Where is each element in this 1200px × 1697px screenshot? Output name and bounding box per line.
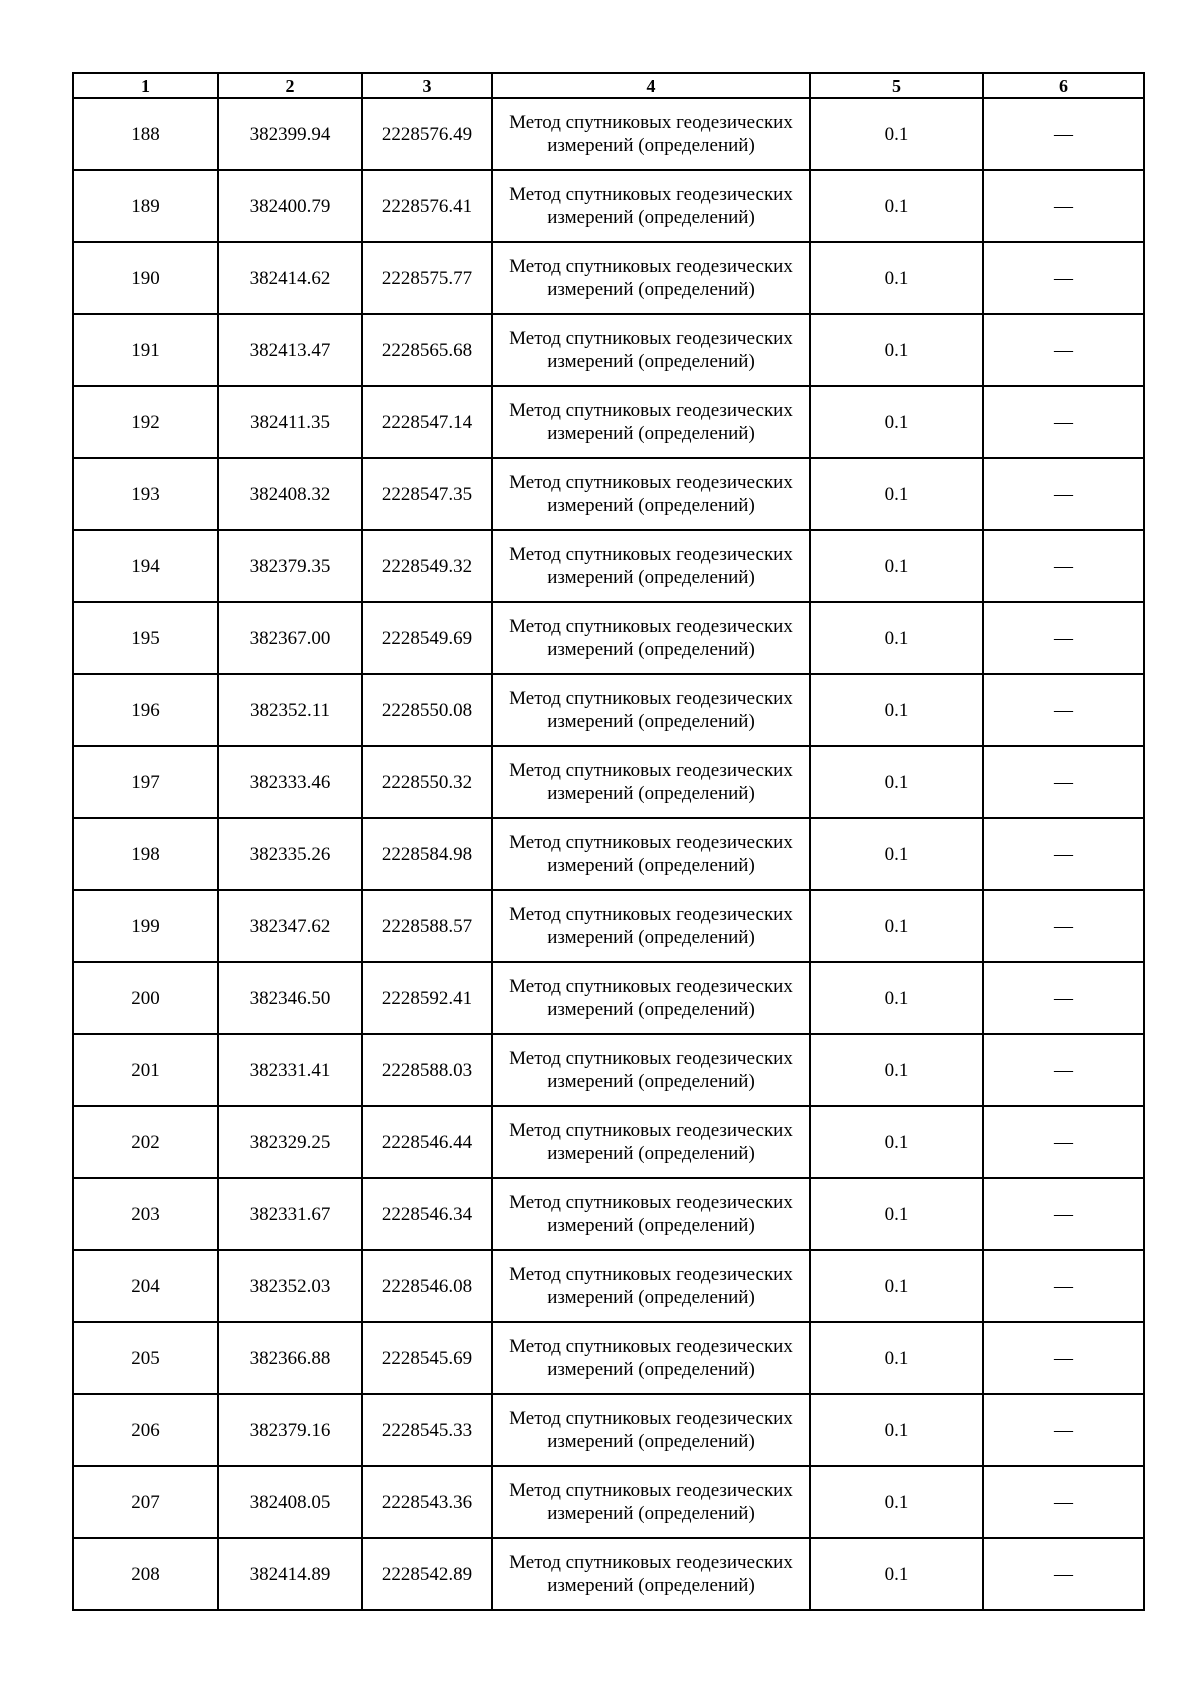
accuracy-cell: 0.1: [810, 1250, 983, 1322]
note-cell: —: [983, 98, 1144, 170]
table-row: [73, 602, 1144, 674]
method-cell: Метод спутниковых геодезических измерений (определений): [492, 746, 810, 818]
accuracy-cell: 0.1: [810, 962, 983, 1034]
accuracy-cell: 0.1: [810, 1178, 983, 1250]
x-coordinate-cell: 382379.16: [218, 1394, 362, 1466]
accuracy-cell: 0.1: [810, 98, 983, 170]
table-row: [73, 242, 1144, 314]
y-coordinate-cell: 2228546.34: [362, 1178, 492, 1250]
y-coordinate-cell: 2228546.08: [362, 1250, 492, 1322]
note-cell: —: [983, 314, 1144, 386]
point-number-cell: 193: [73, 458, 218, 530]
x-coordinate-cell: 382331.67: [218, 1178, 362, 1250]
note-cell: —: [983, 1322, 1144, 1394]
y-coordinate-cell: 2228549.69: [362, 602, 492, 674]
y-coordinate-cell: 2228543.36: [362, 1466, 492, 1538]
method-cell: Метод спутниковых геодезических измерений (определений): [492, 314, 810, 386]
method-cell: Метод спутниковых геодезических измерений (определений): [492, 1106, 810, 1178]
accuracy-cell: 0.1: [810, 242, 983, 314]
column-header-2: 2: [218, 73, 362, 98]
column-header-1: 1: [73, 73, 218, 98]
accuracy-cell: 0.1: [810, 1538, 983, 1610]
method-cell: Метод спутниковых геодезических измерений (определений): [492, 1178, 810, 1250]
table-row: [73, 746, 1144, 818]
note-cell: —: [983, 170, 1144, 242]
point-number-cell: 194: [73, 530, 218, 602]
method-cell: Метод спутниковых геодезических измерений (определений): [492, 530, 810, 602]
table-row: [73, 98, 1144, 170]
table-row: [73, 1106, 1144, 1178]
table-row: [73, 818, 1144, 890]
table-row: [73, 1394, 1144, 1466]
method-cell: Метод спутниковых геодезических измерений (определений): [492, 458, 810, 530]
table-header-row: [73, 73, 1144, 98]
point-number-cell: 205: [73, 1322, 218, 1394]
note-cell: —: [983, 386, 1144, 458]
accuracy-cell: 0.1: [810, 170, 983, 242]
accuracy-cell: 0.1: [810, 890, 983, 962]
method-cell: Метод спутниковых геодезических измерений (определений): [492, 602, 810, 674]
table-row: [73, 1538, 1144, 1610]
point-number-cell: 189: [73, 170, 218, 242]
x-coordinate-cell: 382352.03: [218, 1250, 362, 1322]
x-coordinate-cell: 382367.00: [218, 602, 362, 674]
coordinates-table-container: [72, 72, 1143, 1611]
y-coordinate-cell: 2228549.32: [362, 530, 492, 602]
accuracy-cell: 0.1: [810, 674, 983, 746]
method-cell: Метод спутниковых геодезических измерений (определений): [492, 674, 810, 746]
note-cell: —: [983, 674, 1144, 746]
accuracy-cell: 0.1: [810, 1322, 983, 1394]
accuracy-cell: 0.1: [810, 1466, 983, 1538]
method-cell: Метод спутниковых геодезических измерений (определений): [492, 98, 810, 170]
method-cell: Метод спутниковых геодезических измерений (определений): [492, 962, 810, 1034]
note-cell: —: [983, 602, 1144, 674]
accuracy-cell: 0.1: [810, 746, 983, 818]
y-coordinate-cell: 2228576.49: [362, 98, 492, 170]
accuracy-cell: 0.1: [810, 530, 983, 602]
method-cell: Метод спутниковых геодезических измерений (определений): [492, 890, 810, 962]
column-header-3: 3: [362, 73, 492, 98]
y-coordinate-cell: 2228550.32: [362, 746, 492, 818]
x-coordinate-cell: 382352.11: [218, 674, 362, 746]
point-number-cell: 191: [73, 314, 218, 386]
table-row: [73, 1034, 1144, 1106]
method-cell: Метод спутниковых геодезических измерений (определений): [492, 386, 810, 458]
point-number-cell: 199: [73, 890, 218, 962]
column-header-4: 4: [492, 73, 810, 98]
note-cell: —: [983, 818, 1144, 890]
x-coordinate-cell: 382414.89: [218, 1538, 362, 1610]
x-coordinate-cell: 382329.25: [218, 1106, 362, 1178]
coordinates-table: [72, 72, 1145, 1611]
note-cell: —: [983, 890, 1144, 962]
x-coordinate-cell: 382399.94: [218, 98, 362, 170]
method-cell: Метод спутниковых геодезических измерений (определений): [492, 242, 810, 314]
method-cell: Метод спутниковых геодезических измерений (определений): [492, 1394, 810, 1466]
x-coordinate-cell: 382379.35: [218, 530, 362, 602]
accuracy-cell: 0.1: [810, 602, 983, 674]
note-cell: —: [983, 962, 1144, 1034]
y-coordinate-cell: 2228550.08: [362, 674, 492, 746]
point-number-cell: 207: [73, 1466, 218, 1538]
y-coordinate-cell: 2228546.44: [362, 1106, 492, 1178]
method-cell: Метод спутниковых геодезических измерений (определений): [492, 1034, 810, 1106]
x-coordinate-cell: 382413.47: [218, 314, 362, 386]
column-header-5: 5: [810, 73, 983, 98]
table-body: [73, 98, 1144, 1610]
point-number-cell: 190: [73, 242, 218, 314]
note-cell: —: [983, 242, 1144, 314]
y-coordinate-cell: 2228584.98: [362, 818, 492, 890]
x-coordinate-cell: 382408.32: [218, 458, 362, 530]
y-coordinate-cell: 2228547.35: [362, 458, 492, 530]
point-number-cell: 201: [73, 1034, 218, 1106]
method-cell: Метод спутниковых геодезических измерений (определений): [492, 1538, 810, 1610]
point-number-cell: 197: [73, 746, 218, 818]
table-row: [73, 890, 1144, 962]
table-row: [73, 1178, 1144, 1250]
point-number-cell: 198: [73, 818, 218, 890]
note-cell: —: [983, 1106, 1144, 1178]
y-coordinate-cell: 2228588.03: [362, 1034, 492, 1106]
y-coordinate-cell: 2228576.41: [362, 170, 492, 242]
y-coordinate-cell: 2228542.89: [362, 1538, 492, 1610]
y-coordinate-cell: 2228545.33: [362, 1394, 492, 1466]
point-number-cell: 204: [73, 1250, 218, 1322]
x-coordinate-cell: 382346.50: [218, 962, 362, 1034]
column-header-6: 6: [983, 73, 1144, 98]
point-number-cell: 188: [73, 98, 218, 170]
note-cell: —: [983, 1034, 1144, 1106]
table-row: [73, 530, 1144, 602]
x-coordinate-cell: 382335.26: [218, 818, 362, 890]
table-row: [73, 962, 1144, 1034]
y-coordinate-cell: 2228565.68: [362, 314, 492, 386]
note-cell: —: [983, 1466, 1144, 1538]
table-row: [73, 458, 1144, 530]
x-coordinate-cell: 382331.41: [218, 1034, 362, 1106]
accuracy-cell: 0.1: [810, 1106, 983, 1178]
note-cell: —: [983, 1178, 1144, 1250]
note-cell: —: [983, 1250, 1144, 1322]
method-cell: Метод спутниковых геодезических измерений (определений): [492, 818, 810, 890]
table-row: [73, 1250, 1144, 1322]
note-cell: —: [983, 746, 1144, 818]
method-cell: Метод спутниковых геодезических измерений (определений): [492, 1250, 810, 1322]
point-number-cell: 192: [73, 386, 218, 458]
point-number-cell: 206: [73, 1394, 218, 1466]
y-coordinate-cell: 2228575.77: [362, 242, 492, 314]
point-number-cell: 196: [73, 674, 218, 746]
accuracy-cell: 0.1: [810, 818, 983, 890]
table-row: [73, 1466, 1144, 1538]
accuracy-cell: 0.1: [810, 458, 983, 530]
point-number-cell: 195: [73, 602, 218, 674]
x-coordinate-cell: 382408.05: [218, 1466, 362, 1538]
point-number-cell: 203: [73, 1178, 218, 1250]
note-cell: —: [983, 1394, 1144, 1466]
point-number-cell: 208: [73, 1538, 218, 1610]
accuracy-cell: 0.1: [810, 1034, 983, 1106]
table-row: [73, 1322, 1144, 1394]
x-coordinate-cell: 382414.62: [218, 242, 362, 314]
point-number-cell: 202: [73, 1106, 218, 1178]
x-coordinate-cell: 382411.35: [218, 386, 362, 458]
accuracy-cell: 0.1: [810, 386, 983, 458]
x-coordinate-cell: 382366.88: [218, 1322, 362, 1394]
note-cell: —: [983, 1538, 1144, 1610]
accuracy-cell: 0.1: [810, 314, 983, 386]
table-row: [73, 386, 1144, 458]
table-row: [73, 170, 1144, 242]
point-number-cell: 200: [73, 962, 218, 1034]
table-row: [73, 314, 1144, 386]
accuracy-cell: 0.1: [810, 1394, 983, 1466]
note-cell: —: [983, 530, 1144, 602]
x-coordinate-cell: 382333.46: [218, 746, 362, 818]
x-coordinate-cell: 382400.79: [218, 170, 362, 242]
y-coordinate-cell: 2228545.69: [362, 1322, 492, 1394]
method-cell: Метод спутниковых геодезических измерений (определений): [492, 170, 810, 242]
x-coordinate-cell: 382347.62: [218, 890, 362, 962]
method-cell: Метод спутниковых геодезических измерений (определений): [492, 1466, 810, 1538]
y-coordinate-cell: 2228592.41: [362, 962, 492, 1034]
method-cell: Метод спутниковых геодезических измерений (определений): [492, 1322, 810, 1394]
table-row: [73, 674, 1144, 746]
y-coordinate-cell: 2228547.14: [362, 386, 492, 458]
note-cell: —: [983, 458, 1144, 530]
y-coordinate-cell: 2228588.57: [362, 890, 492, 962]
